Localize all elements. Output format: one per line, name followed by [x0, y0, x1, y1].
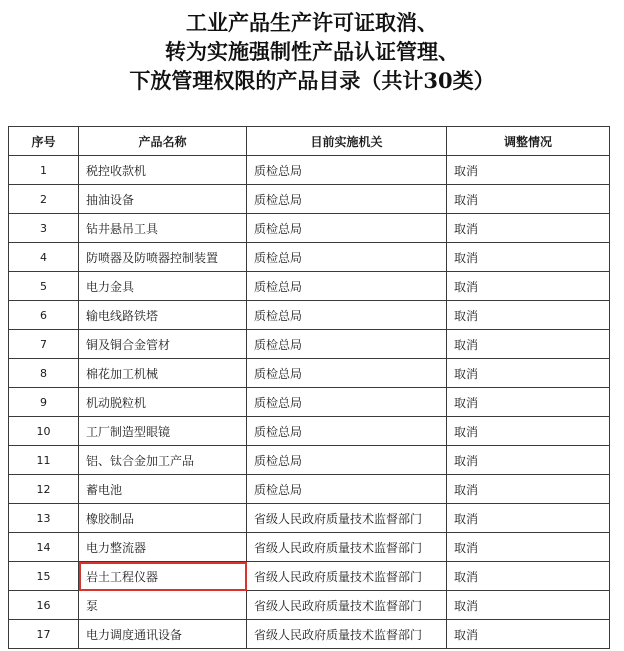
cell-serial-number: 3 [9, 214, 79, 243]
cell-current-authority: 省级人民政府质量技术监督部门 [247, 562, 447, 591]
cell-product-name: 蓄电池 [79, 475, 247, 504]
cell-serial-number: 17 [9, 620, 79, 649]
cell-current-authority: 质检总局 [247, 272, 447, 301]
cell-adjustment-status: 取消 [447, 185, 610, 214]
cell-current-authority: 质检总局 [247, 243, 447, 272]
table-row [9, 214, 610, 243]
header-current-authority: 目前实施机关 [247, 127, 447, 156]
table-row [9, 475, 610, 504]
cell-product-name: 铜及铜合金管材 [79, 330, 247, 359]
cell-current-authority: 质检总局 [247, 417, 447, 446]
cell-current-authority: 质检总局 [247, 446, 447, 475]
cell-current-authority: 质检总局 [247, 388, 447, 417]
cell-current-authority: 省级人民政府质量技术监督部门 [247, 620, 447, 649]
table-row [9, 185, 610, 214]
cell-product-name: 电力整流器 [79, 533, 247, 562]
table-row [9, 591, 610, 620]
cell-adjustment-status: 取消 [447, 562, 610, 591]
cell-product-name: 输电线路铁塔 [79, 301, 247, 330]
cell-adjustment-status: 取消 [447, 417, 610, 446]
cell-product-name: 橡胶制品 [79, 504, 247, 533]
cell-current-authority: 质检总局 [247, 156, 447, 185]
table-row [9, 243, 610, 272]
cell-product-name: 工厂制造型眼镜 [79, 417, 247, 446]
cell-serial-number: 10 [9, 417, 79, 446]
table-header-row [9, 127, 610, 156]
cell-product-name: 防喷器及防喷器控制装置 [79, 243, 247, 272]
cell-adjustment-status: 取消 [447, 475, 610, 504]
table-row [9, 620, 610, 649]
cell-adjustment-status: 取消 [447, 533, 610, 562]
cell-current-authority: 省级人民政府质量技术监督部门 [247, 533, 447, 562]
cell-current-authority: 质检总局 [247, 185, 447, 214]
cell-product-name: 机动脱粒机 [79, 388, 247, 417]
cell-serial-number: 9 [9, 388, 79, 417]
cell-adjustment-status: 取消 [447, 359, 610, 388]
cell-current-authority: 质检总局 [247, 359, 447, 388]
cell-serial-number: 11 [9, 446, 79, 475]
table-row [9, 388, 610, 417]
cell-current-authority: 质检总局 [247, 330, 447, 359]
cell-adjustment-status: 取消 [447, 243, 610, 272]
cell-adjustment-status: 取消 [447, 301, 610, 330]
cell-serial-number: 14 [9, 533, 79, 562]
cell-current-authority: 质检总局 [247, 475, 447, 504]
cell-current-authority: 省级人民政府质量技术监督部门 [247, 504, 447, 533]
table-row [9, 301, 610, 330]
cell-adjustment-status: 取消 [447, 591, 610, 620]
cell-serial-number: 13 [9, 504, 79, 533]
cell-adjustment-status: 取消 [447, 504, 610, 533]
title-line-3: 下放管理权限的产品目录（共计30类） [129, 68, 495, 93]
table-row [9, 504, 610, 533]
cell-product-name: 铝、钛合金加工产品 [79, 446, 247, 475]
table-body [9, 156, 610, 649]
cell-adjustment-status: 取消 [447, 330, 610, 359]
cell-product-name: 钻井悬吊工具 [79, 214, 247, 243]
cell-product-name: 棉花加工机械 [79, 359, 247, 388]
cell-adjustment-status: 取消 [447, 446, 610, 475]
cell-current-authority: 省级人民政府质量技术监督部门 [247, 591, 447, 620]
cell-serial-number: 8 [9, 359, 79, 388]
title-line-1: 工业产品生产许可证取消、 [186, 10, 438, 35]
cell-serial-number: 7 [9, 330, 79, 359]
cell-serial-number: 5 [9, 272, 79, 301]
cell-adjustment-status: 取消 [447, 388, 610, 417]
header-adjustment-status: 调整情况 [447, 127, 610, 156]
table-row [9, 533, 610, 562]
table-row [9, 272, 610, 301]
cell-serial-number: 1 [9, 156, 79, 185]
cell-serial-number: 6 [9, 301, 79, 330]
cell-product-name: 抽油设备 [79, 185, 247, 214]
cell-product-name-highlighted: 岩土工程仪器 [79, 562, 247, 591]
table-row [9, 330, 610, 359]
title-line-2: 转为实施强制性产品认证管理、 [165, 39, 459, 64]
cell-adjustment-status: 取消 [447, 620, 610, 649]
cell-adjustment-status: 取消 [447, 214, 610, 243]
table-row [9, 156, 610, 185]
cell-product-name: 电力调度通讯设备 [79, 620, 247, 649]
cell-serial-number: 2 [9, 185, 79, 214]
cell-serial-number: 4 [9, 243, 79, 272]
table-row [9, 446, 610, 475]
cell-product-name: 泵 [79, 591, 247, 620]
cell-product-name: 电力金具 [79, 272, 247, 301]
header-serial-number: 序号 [9, 127, 79, 156]
product-catalog-table [8, 126, 610, 649]
cell-current-authority: 质检总局 [247, 214, 447, 243]
cell-adjustment-status: 取消 [447, 272, 610, 301]
cell-product-name: 税控收款机 [79, 156, 247, 185]
table-row [9, 359, 610, 388]
cell-serial-number: 15 [9, 562, 79, 591]
cell-serial-number: 12 [9, 475, 79, 504]
document-title [0, 8, 624, 95]
table-row [9, 562, 610, 591]
header-product-name: 产品名称 [79, 127, 247, 156]
cell-adjustment-status: 取消 [447, 156, 610, 185]
table-row [9, 417, 610, 446]
cell-serial-number: 16 [9, 591, 79, 620]
cell-current-authority: 质检总局 [247, 301, 447, 330]
